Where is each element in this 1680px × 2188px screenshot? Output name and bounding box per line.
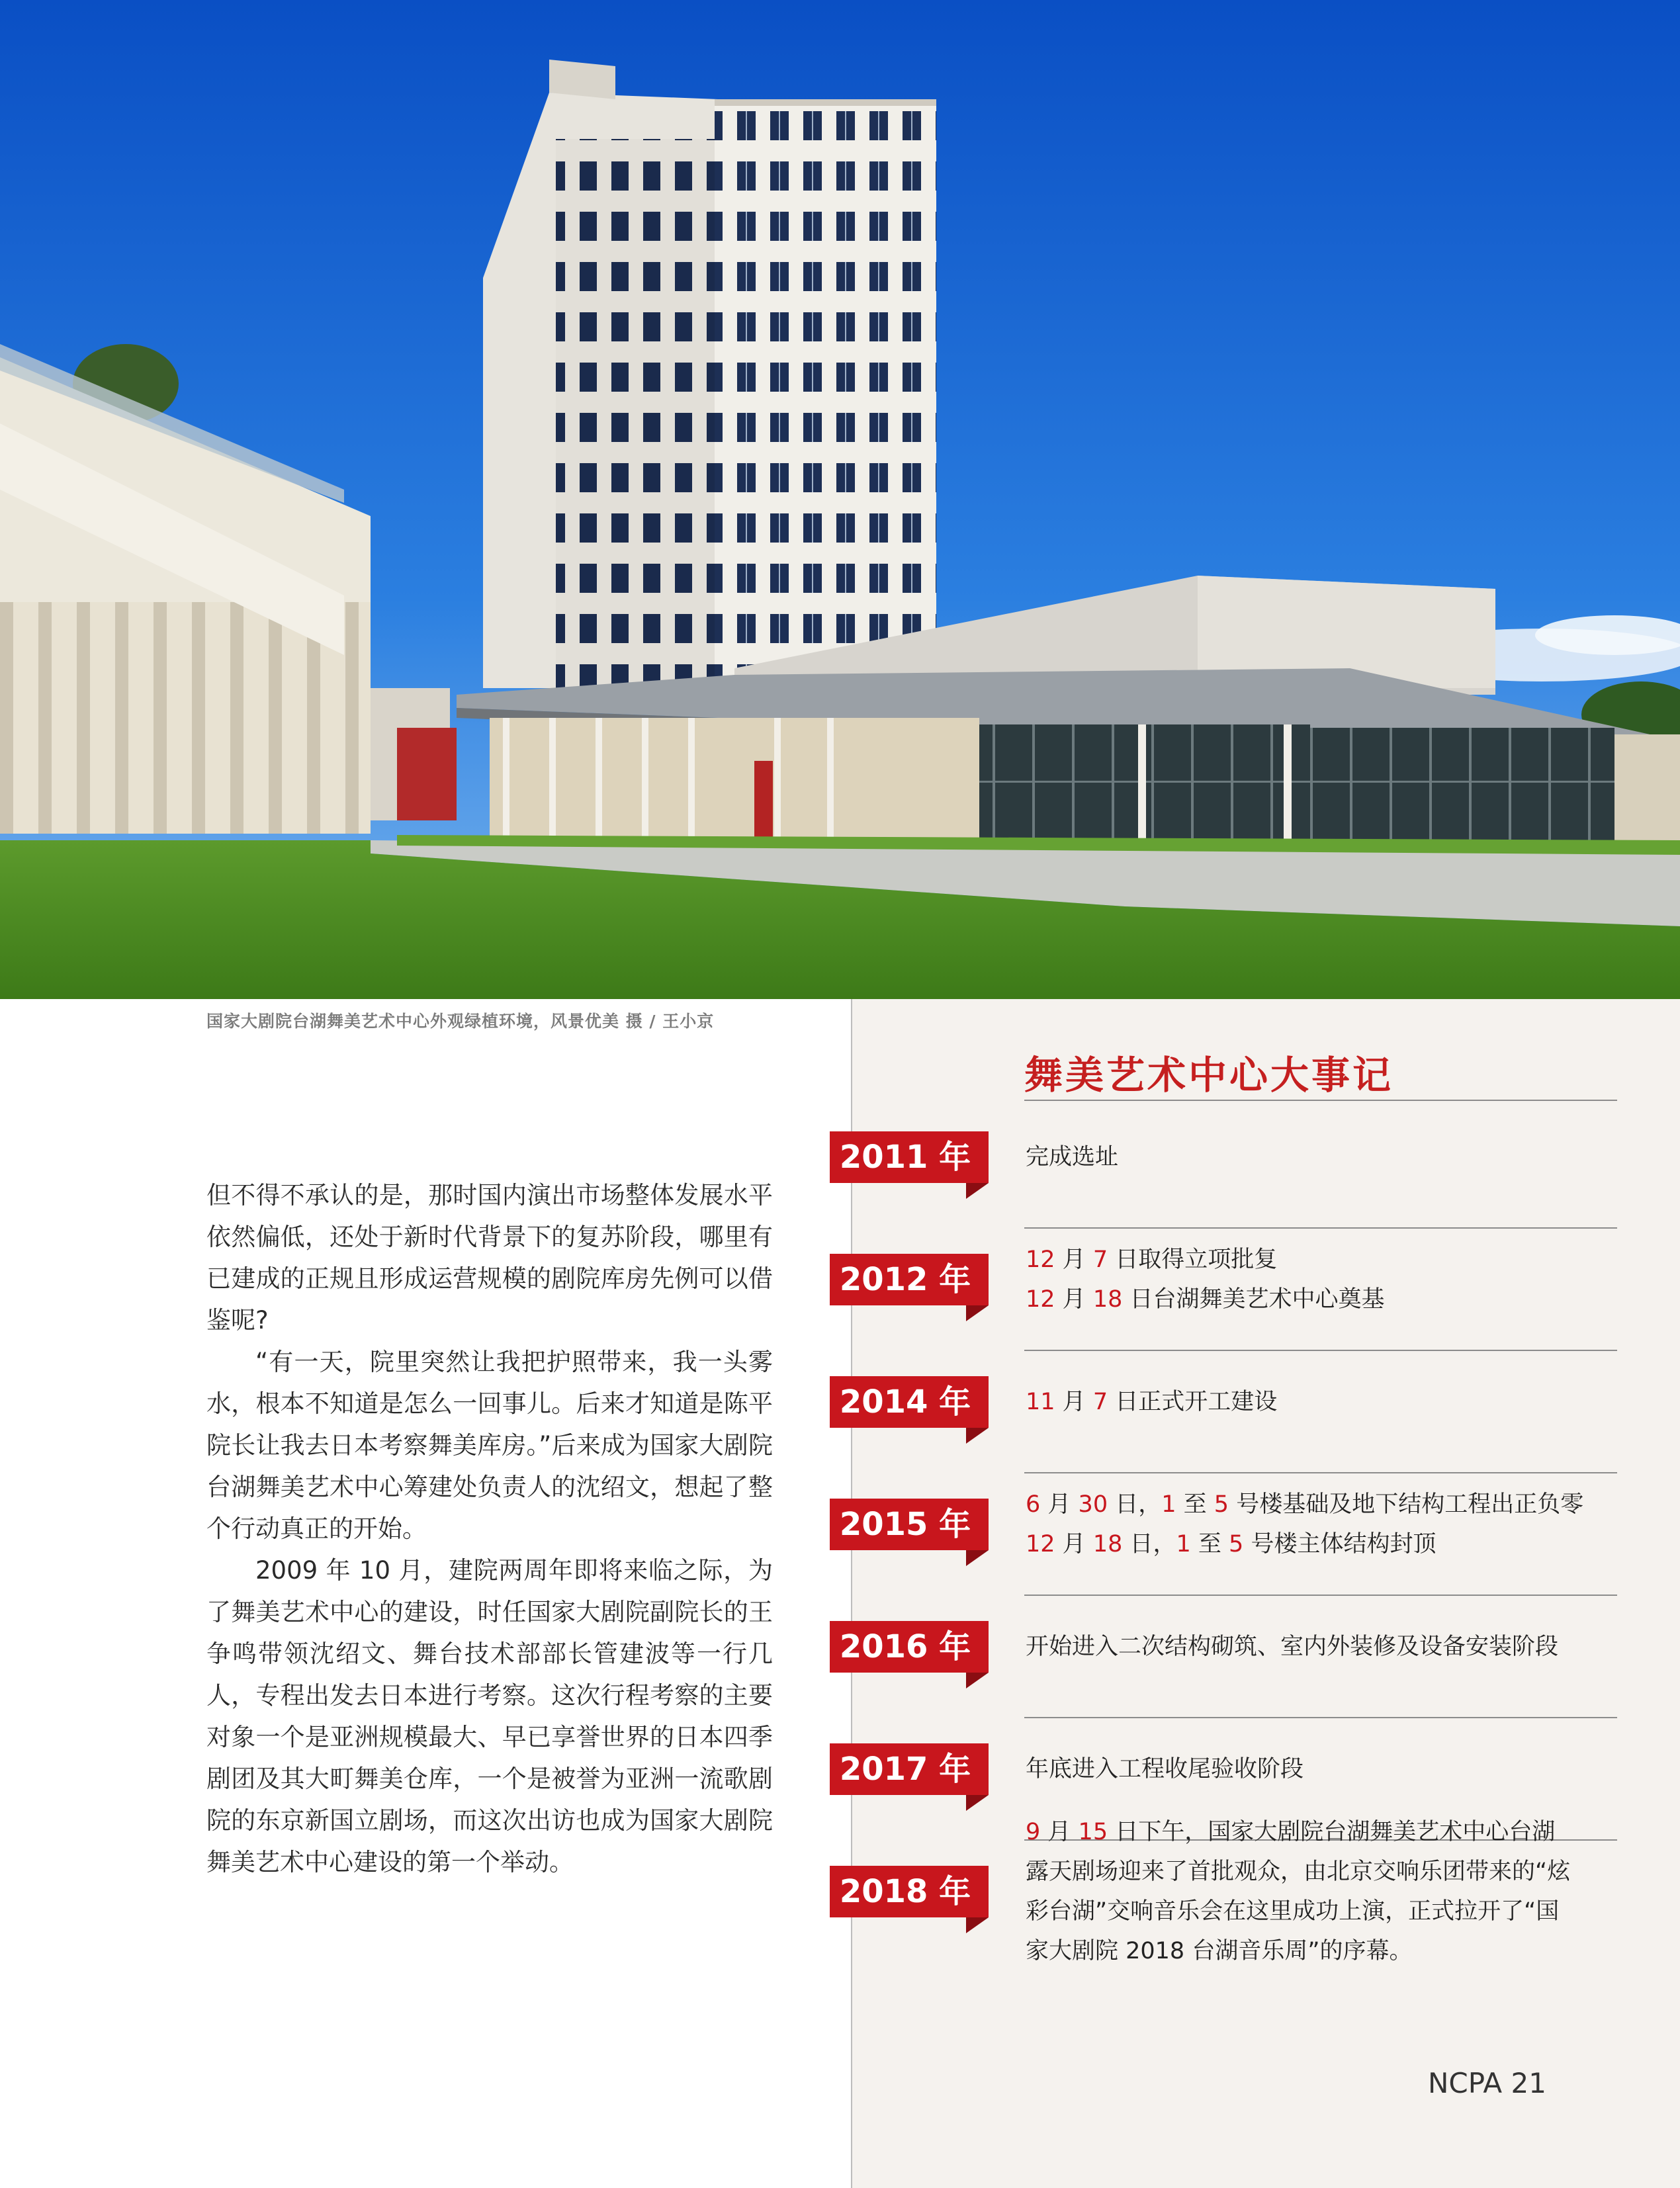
row-rule: [1024, 1717, 1617, 1718]
event-text: [1026, 1240, 1385, 1319]
event-segment: 日正式开工建设: [1108, 1389, 1278, 1415]
year-label: 2011 年: [839, 1139, 971, 1176]
event-line: [1026, 1280, 1385, 1319]
event-line: [1026, 1812, 1570, 1852]
event-segment: 日下午，国家大剧院台湖舞美艺术中心台湖: [1108, 1819, 1556, 1845]
year-tag: [830, 1866, 989, 1917]
body-paragraph: 2009 年 10 月，建院两周年即将来临之际，为了舞美艺术中心的建设，时任国家大剧院副院长的王争鸣带领沈绍文、舞台技术部部长管建波等一行几人，专程出发去日本进行考察。这次行程考察的主要对象一个是亚洲规模最大、早已享誉世界的日本四季剧团及其大町舞美仓库，一个是被誉为亚洲一流歌剧院的东京新国立剧场，而这次出访也成为国家大剧院舞美艺术中心建设的第一个举动。: [206, 1556, 773, 1876]
event-segment: 完成选址: [1026, 1144, 1119, 1170]
event-segment: 至: [1176, 1491, 1214, 1518]
event-segment: 月: [1055, 1247, 1093, 1273]
year-tag: [830, 1254, 989, 1305]
event-date-number: 9: [1026, 1819, 1041, 1845]
event-text: [1026, 1137, 1118, 1177]
event-date-number: 12: [1026, 1286, 1055, 1313]
event-segment: 月: [1040, 1819, 1079, 1845]
event-date-number: 1: [1176, 1531, 1191, 1557]
year-tag: [830, 1743, 989, 1795]
year-label: 2012 年: [839, 1261, 971, 1298]
page-number: NCPA 21: [1428, 2067, 1546, 2099]
year-label: 2018 年: [839, 1873, 971, 1910]
year-tag-fold: [966, 1550, 989, 1566]
event-segment: 日，: [1122, 1531, 1176, 1557]
event-date-number: 5: [1229, 1531, 1244, 1557]
event-segment: 月: [1055, 1389, 1093, 1415]
event-date-number: 11: [1026, 1389, 1055, 1415]
year-tag: [830, 1621, 989, 1673]
event-segment: 露天剧场迎来了首批观众，由北京交响乐团带来的“炫: [1026, 1859, 1571, 1885]
building-photo: [0, 0, 1680, 999]
timeline-title: 舞美艺术中心大事记: [1024, 1053, 1394, 1098]
event-segment: 月: [1055, 1531, 1093, 1557]
event-line: [1026, 1852, 1570, 1892]
row-rule: [1024, 1227, 1617, 1229]
event-line: [1026, 1892, 1570, 1931]
event-line: [1026, 1137, 1118, 1177]
event-line: [1026, 1627, 1558, 1667]
event-line: [1026, 1749, 1304, 1789]
event-date-number: 7: [1092, 1389, 1108, 1415]
event-date-number: 5: [1214, 1491, 1229, 1518]
event-segment: 开始进入二次结构砌筑、室内外装修及设备安装阶段: [1026, 1634, 1559, 1660]
event-text: [1026, 1382, 1277, 1422]
year-tag: [830, 1376, 989, 1428]
event-line: [1026, 1382, 1277, 1422]
event-segment: 月: [1040, 1491, 1079, 1518]
body-paragraph: 但不得不承认的是，那时国内演出市场整体发展水平依然偏低，还处于新时代背景下的复苏阶段，哪里有已建成的正规且形成运营规模的剧院库房先例可以借鉴呢?: [206, 1181, 773, 1335]
event-segment: 日台湖舞美艺术中心奠基: [1122, 1286, 1385, 1313]
event-date-number: 12: [1026, 1531, 1055, 1557]
year-label: 2014 年: [839, 1383, 971, 1421]
event-line: [1026, 1240, 1385, 1280]
year-tag-fold: [966, 1795, 989, 1811]
event-date-number: 1: [1161, 1491, 1176, 1518]
event-text: [1026, 1812, 1570, 1971]
year-tag-fold: [966, 1673, 989, 1688]
row-rule: [1024, 1350, 1617, 1351]
event-segment: 月: [1055, 1286, 1093, 1313]
year-tag: [830, 1499, 989, 1550]
event-date-number: 7: [1092, 1247, 1108, 1273]
year-tag-fold: [966, 1305, 989, 1321]
event-segment: 号楼基础及地下结构工程出正负零: [1229, 1491, 1584, 1518]
row-rule: [1024, 1472, 1617, 1473]
event-date-number: 18: [1092, 1286, 1123, 1313]
event-line: [1026, 1524, 1583, 1564]
event-text: [1026, 1749, 1304, 1789]
event-date-number: 18: [1092, 1531, 1123, 1557]
photo-caption: 国家大剧院台湖舞美艺术中心外观绿植环境，风景优美 摄 / 王小京: [206, 1012, 715, 1031]
event-segment: 号楼主体结构封顶: [1243, 1531, 1437, 1557]
year-tag: [830, 1131, 989, 1183]
year-tag-fold: [966, 1183, 989, 1199]
event-segment: 年底进入工程收尾验收阶段: [1026, 1756, 1304, 1782]
event-segment: 日取得立项批复: [1108, 1247, 1278, 1273]
event-line: [1026, 1485, 1583, 1524]
event-date-number: 15: [1078, 1819, 1108, 1845]
event-date-number: 6: [1026, 1491, 1041, 1518]
event-line: [1026, 1931, 1570, 1971]
year-tag-fold: [966, 1917, 989, 1933]
event-segment: 家大剧院 2018 台湖音乐周”的序幕。: [1026, 1938, 1413, 1964]
year-label: 2015 年: [839, 1506, 971, 1543]
event-segment: 至: [1190, 1531, 1229, 1557]
body-paragraph: “有一天，院里突然让我把护照带来，我一头雾水，根本不知道是怎么一回事儿。后来才知道是陈平院长让我去日本考察舞美库房。”后来成为国家大剧院台湖舞美艺术中心筹建处负责人的沈绍文，想起了整个行动真正的开始。: [206, 1348, 773, 1543]
row-rule: [1024, 1595, 1617, 1596]
year-tag-fold: [966, 1428, 989, 1444]
year-label: 2016 年: [839, 1628, 971, 1665]
year-label: 2017 年: [839, 1751, 971, 1788]
event-date-number: 12: [1026, 1247, 1055, 1273]
article-body: [206, 1174, 773, 1883]
title-rule: [1024, 1100, 1617, 1101]
event-date-number: 30: [1078, 1491, 1108, 1518]
event-segment: 日，: [1108, 1491, 1162, 1518]
event-segment: 彩台湖”交响音乐会在这里成功上演，正式拉开了“国: [1026, 1898, 1560, 1925]
event-text: [1026, 1485, 1583, 1564]
event-text: [1026, 1627, 1558, 1667]
